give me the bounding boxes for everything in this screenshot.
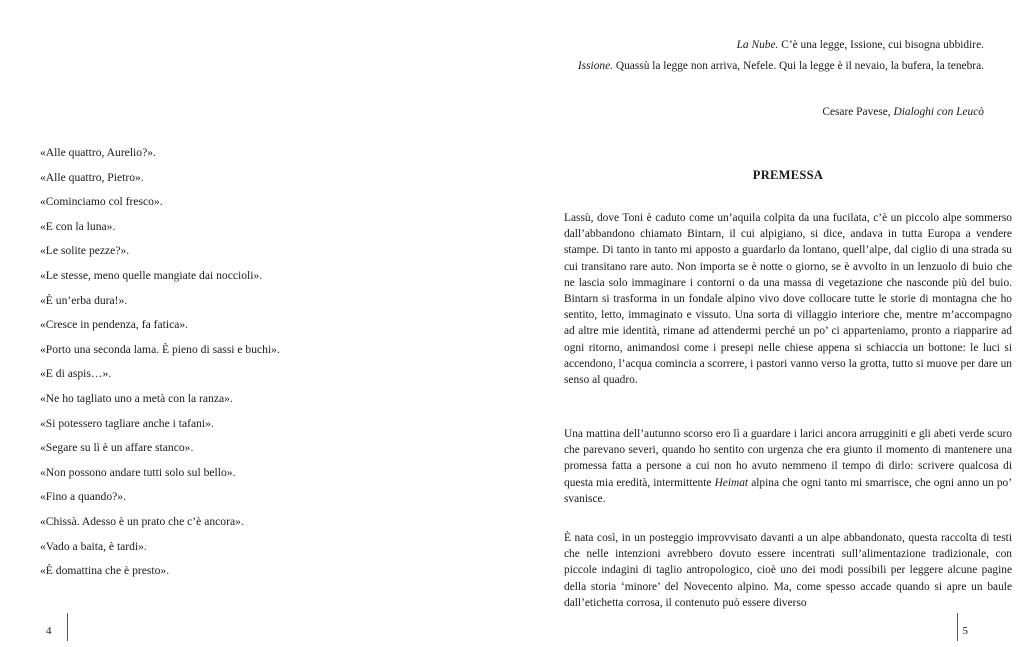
dialogue-line: «Non possono andare tutti solo sul bello». xyxy=(40,465,236,479)
dialogue-line: «Porto una seconda lama. È pieno di sassi e buchi». xyxy=(40,342,280,356)
dialogue-line: «Le solite pezze?». xyxy=(40,244,130,258)
dialogue-line: «Cresce in pendenza, fa fatica». xyxy=(40,318,189,332)
folio-divider-left xyxy=(67,613,68,641)
paragraph-2-italic: Heimat xyxy=(714,476,749,489)
paragraph-2 xyxy=(564,426,1012,507)
paragraph-1: Lassù, dove Toni è caduto come un’aquila colpita da una fucilata, c’è un piccolo alpe sommerso dall’abbandono chiamato Bintarn, il cui alpigiano, si dice, andava in tutta Europa a vendere stampe. Di tanto in tanto mi apposto a guardarlo da lontano, quell’alpe, dal ciglio di una strada su cui transitano rare auto. Non importa se è notte o giorno, se è avvolto in un lenzuolo di buio che ne lascia solo immaginare i contorni o da una massa di vegetazione che nasconde più del buio. Bintarn si trasforma in un fondale alpino vivo dove collocare tutte le storie di montagna che ho sentito, letto, immaginato e vissuto. Una sorta di villaggio interiore che, mentre m’accompagno ad altre mie identità, rimane ad attendermi perché un po’ ci apparteniamo, pronto a riapparire ad ogni ritorno, animandosi come i presepi nelle chiese appena si schiaccia un bottone: le luci si accendono, l’acqua comincia a scorrere, i pastori vanno verso la grotta, tutto si muove per dare un senso al quadro. xyxy=(564,212,1012,387)
dialogue-line: «E di aspis…». xyxy=(40,367,112,381)
dialogue-line: «Si potessero tagliare anche i tafani». xyxy=(40,416,214,430)
dialogue-line: «Vado a baita, è tardi». xyxy=(40,539,147,553)
page-number-left: 4 xyxy=(46,625,52,637)
epigraph-line xyxy=(524,59,984,80)
paragraph-2-text: Una mattina dell’autunno scorso ero lì a guardare i larici ancora arrugginiti e gli abeti verde scuro che parevano severi, quando ho sentito con urgenza che era giunto il momento di mantenere una promessa fatta a persone a cui non ho avuto nemmeno il tempo di dirlo: scrivere qualcosa di questa mia eredità, intermittente xyxy=(564,428,1012,489)
epigraph-speaker: La Nube. xyxy=(736,39,779,51)
attribution-work: Dialoghi con Leucò xyxy=(893,106,984,118)
dialogue-line: «Alle quattro, Pietro». xyxy=(40,170,144,184)
paragraph-2-text-end: alpina che ogni tanto mi smarrisce, che ogni anno un po’ svanisce. xyxy=(564,476,1013,505)
dialogue-line: «Cominciamo col fresco». xyxy=(40,195,163,209)
epigraph-speaker: Issione. xyxy=(577,60,613,72)
dialogue-line: «Segare su lì è un affare stanco». xyxy=(40,441,194,455)
dialogue-line: «Fino a quando?». xyxy=(40,490,126,504)
attribution-author: Cesare Pavese, xyxy=(822,106,894,118)
right-page xyxy=(512,0,1024,647)
dialogue-line: «È domattina che è presto». xyxy=(40,564,170,578)
dialogue-line: «E con la luna». xyxy=(40,219,116,233)
page-number-right: 5 xyxy=(962,625,968,637)
epigraph-text: C’è una legge, Issione, cui bisogna ubbidire. xyxy=(778,39,984,51)
epigraph xyxy=(524,38,984,80)
dialogue-line: «Ne ho tagliato uno a metà con la ranza». xyxy=(40,391,233,405)
dialogue-block xyxy=(40,145,480,588)
dialogue-line: «Le stesse, meno quelle mangiate dai noccioli». xyxy=(40,268,263,282)
section-title: PREMESSA xyxy=(752,168,824,182)
epigraph-line xyxy=(524,38,984,59)
dialogue-line: «Chissà. Adesso è un prato che c’è ancora». xyxy=(40,514,244,528)
paragraph-3: È nata così, in un posteggio improvvisato davanti a un alpe abbandonato, questa raccolta di testi che nelle intenzioni avrebbero dovuto essere incentrati sull’alimentazione tradizionale, con piccole indagini di taglio antropologico, cioè uno dei modi possibili per leggere alcune pagine della storia ‘minore’ del Novecento alpino. Ma, come spesso accade quando si apre un baule dall’etichetta corrosa, il contenuto può essere diverso xyxy=(564,532,1012,609)
dialogue-line: «È un’erba dura!». xyxy=(40,293,128,307)
epigraph-text: Quassù la legge non arriva, Nefele. Qui la legge è il nevaio, la bufera, la tenebra. xyxy=(613,60,984,72)
dialogue-line: «Alle quattro, Aurelio?». xyxy=(40,146,156,159)
folio-divider-right xyxy=(957,613,958,641)
epigraph-attribution xyxy=(822,106,984,118)
